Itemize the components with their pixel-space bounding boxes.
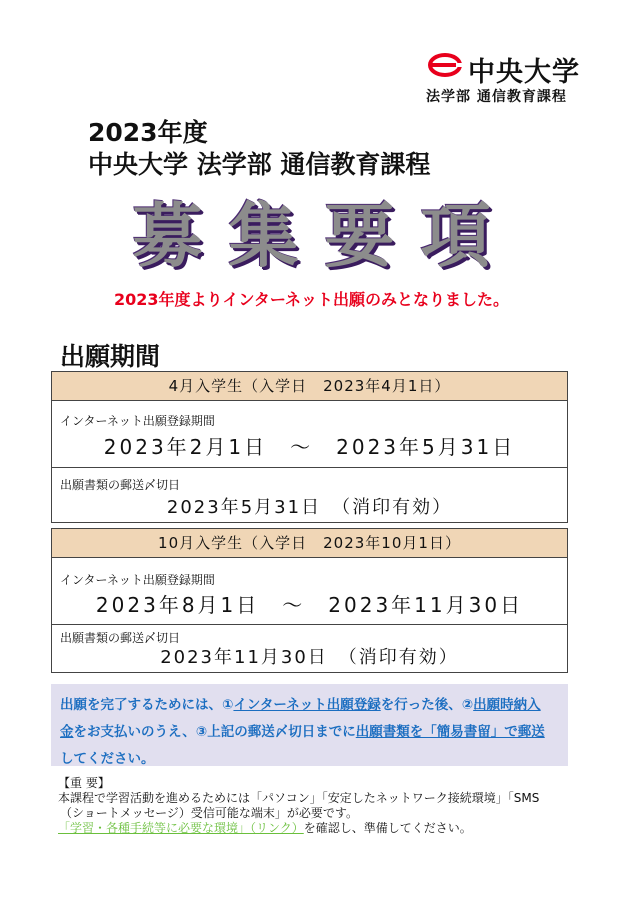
steps-text: を行った後、② <box>380 697 474 713</box>
application-period-heading: 出願期間 <box>60 342 161 371</box>
important-line-3-text: を確認し、準備してください。 <box>303 821 472 835</box>
april-period-heading: 4月入学生（入学日 2023年4月1日） <box>52 372 567 401</box>
registration-period-label: インターネット出願登録期間 <box>60 573 215 587</box>
steps-line-1 <box>60 692 559 719</box>
logo-name: 中央大学 <box>468 57 580 88</box>
important-heading: 【重 要】 <box>58 776 110 790</box>
april-registration-row <box>52 401 567 467</box>
application-fee-link-continued[interactable]: 金 <box>60 724 74 740</box>
university-logo <box>428 50 598 110</box>
important-line-2: （ショートメッセージ）受信可能な端末」が必要です。 <box>60 806 358 820</box>
mail-deadline-value: 2023年11月30日 （消印有効） <box>160 647 459 668</box>
october-period-heading: 10月入学生（入学日 2023年10月1日） <box>52 529 567 558</box>
steps-line-2 <box>60 719 559 746</box>
steps-text: をお支払いのうえ、③上記の郵送〆切日までに <box>73 724 356 740</box>
april-mail-row <box>52 467 567 522</box>
important-notes <box>58 776 539 836</box>
steps-text: 出願を完了するためには、① <box>60 697 234 713</box>
mail-deadline-label: 出願書類の郵送〆切日 <box>60 478 181 492</box>
application-fee-link[interactable]: 出願時納入 <box>473 697 541 713</box>
mail-deadline-label: 出願書類の郵送〆切日 <box>60 631 181 645</box>
academic-year: 2023年度 <box>88 118 208 147</box>
steps-line-3: してください。 <box>60 751 155 767</box>
important-line-1: 本課程で学習活動を進めるためには「パソコン」「安定したネットワーク接続環境」「SMS <box>58 791 540 805</box>
required-environment-link[interactable]: 「学習・各種手続等に必要な環境」（リンク） <box>58 821 304 835</box>
october-registration-row <box>52 558 567 624</box>
registered-mail-link[interactable]: 出願書類を「簡易書留」で郵送 <box>355 724 545 740</box>
april-period-table <box>51 371 568 523</box>
october-mail-row <box>52 624 567 672</box>
internet-registration-link[interactable]: インターネット出願登録 <box>233 697 381 713</box>
registration-period-value: 2023年2月1日 ～ 2023年5月31日 <box>103 435 516 459</box>
october-period-table <box>51 528 568 673</box>
registration-period-label: インターネット出願登録期間 <box>60 414 215 428</box>
page-title: 募集要項 <box>132 195 517 277</box>
internet-only-notice: 2023年度よりインターネット出願のみとなりました。 <box>113 290 510 309</box>
logo-subtitle: 法学部 通信教育課程 <box>426 89 567 105</box>
mail-deadline-value: 2023年5月31日 （消印有効） <box>166 497 453 518</box>
logo-mark-icon <box>428 53 462 77</box>
important-line-3 <box>58 821 539 836</box>
application-steps-box <box>51 684 568 766</box>
course-name: 中央大学 法学部 通信教育課程 <box>88 150 431 179</box>
registration-period-value: 2023年8月1日 ～ 2023年11月30日 <box>95 593 524 617</box>
